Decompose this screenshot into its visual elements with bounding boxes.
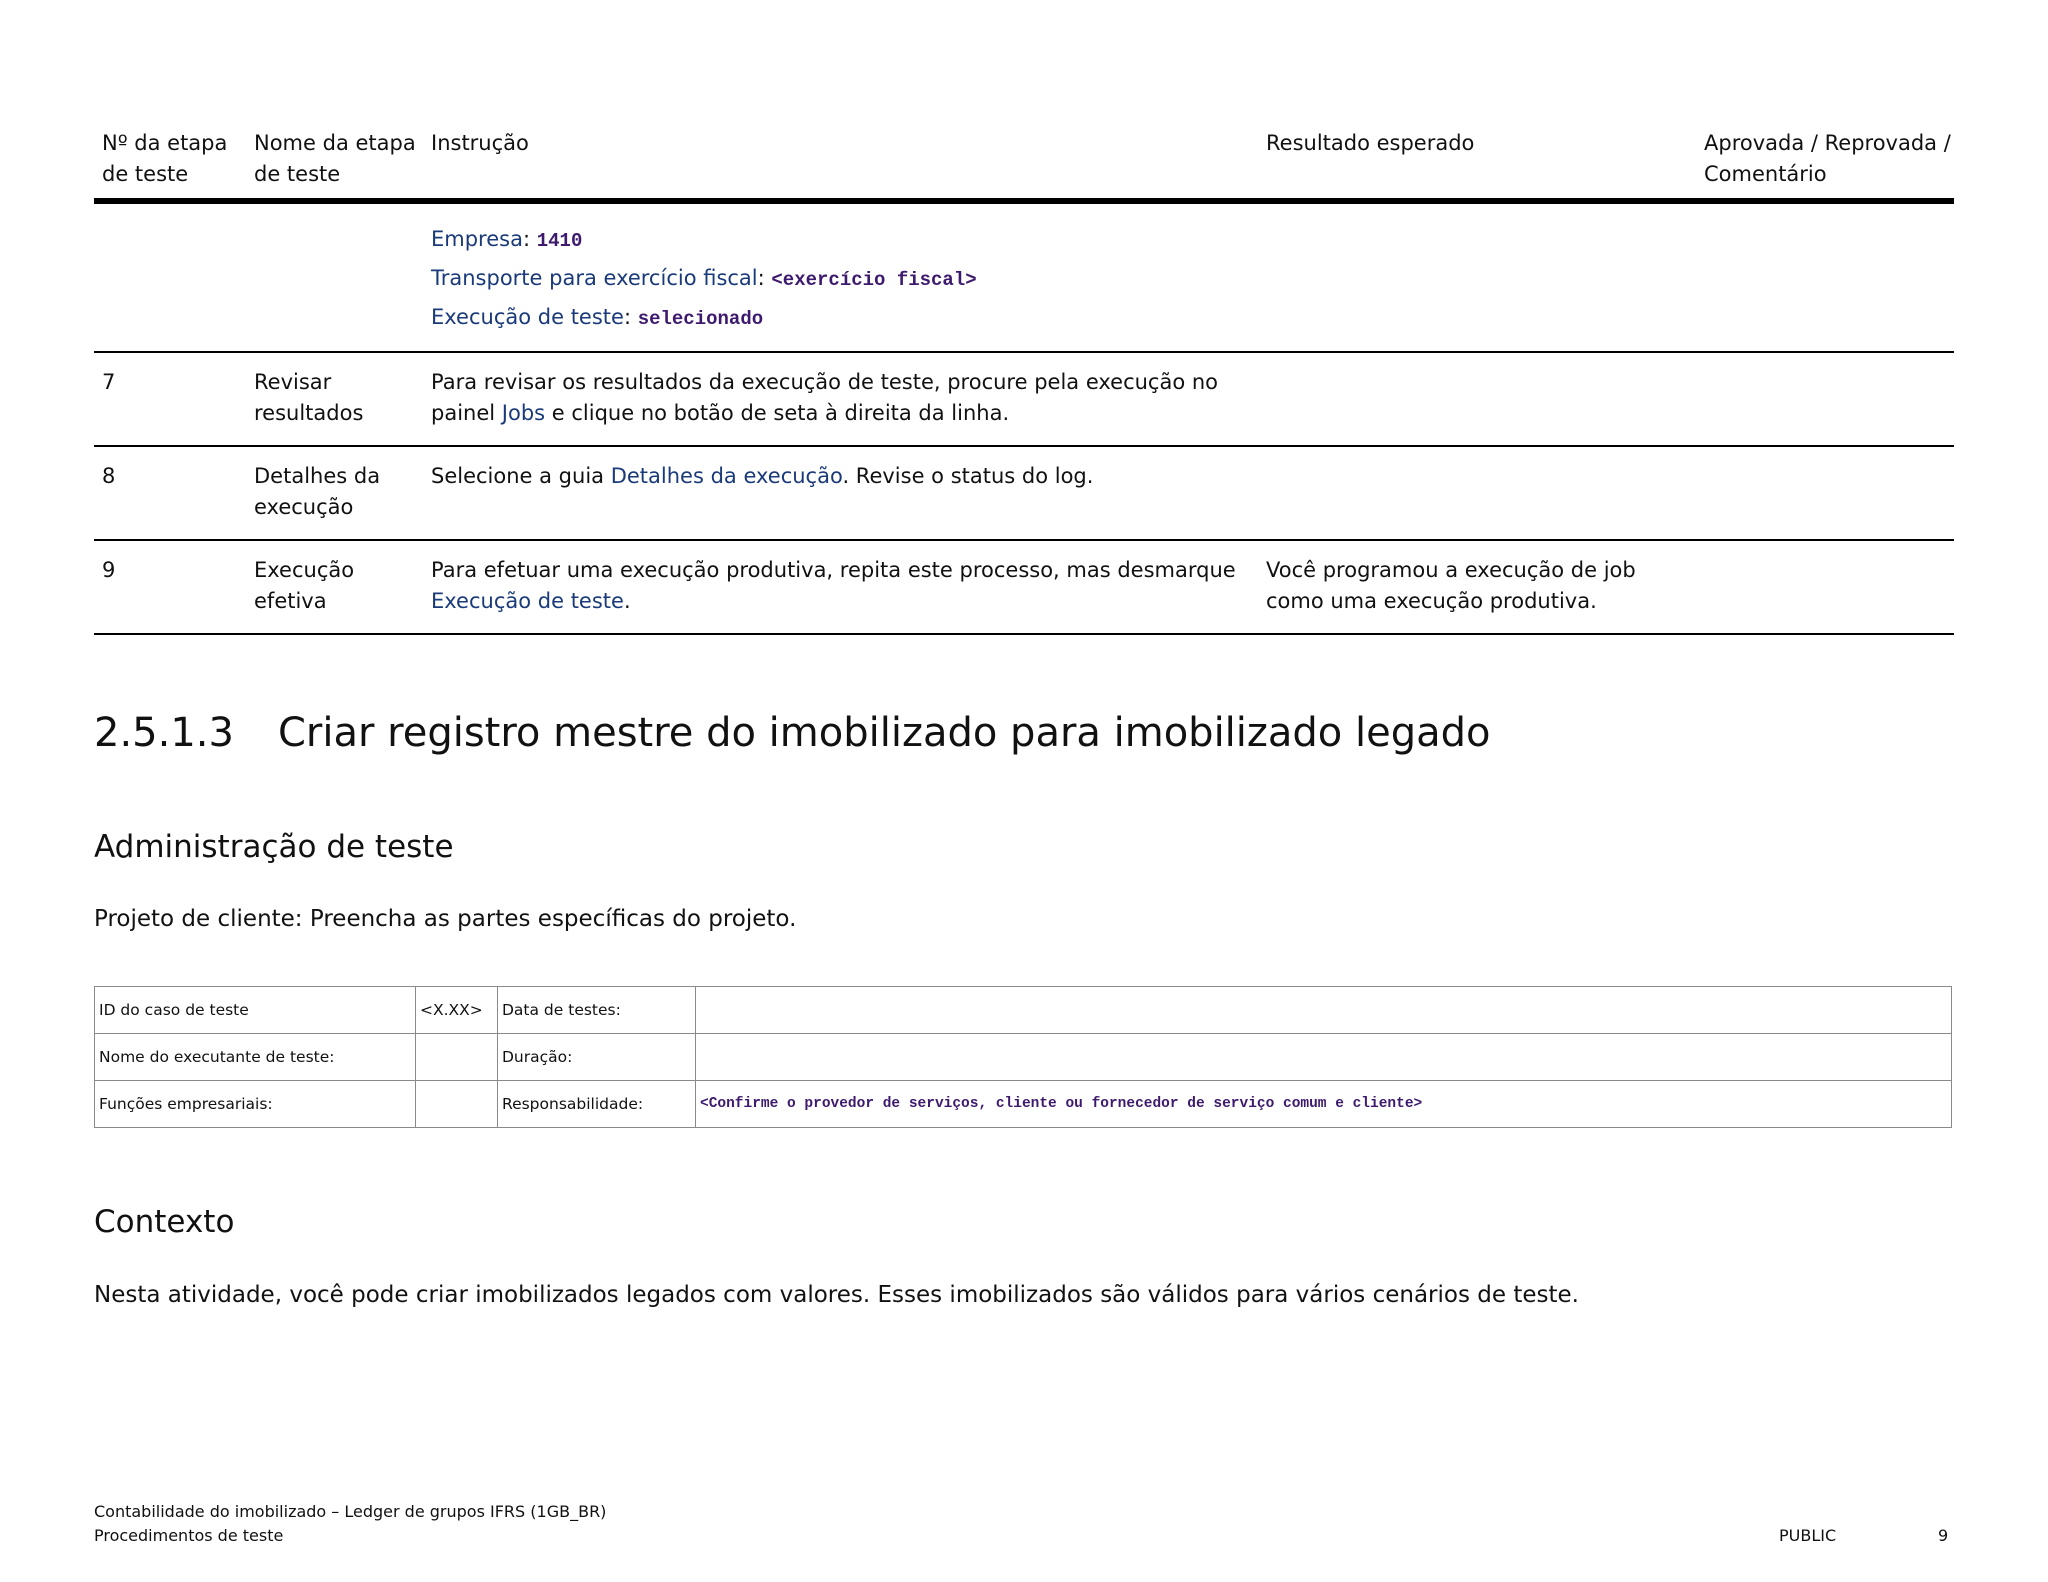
classification-label: PUBLIC	[1779, 1526, 1837, 1545]
instruction-link: Detalhes da execução	[610, 464, 843, 488]
instruction-link: Jobs	[501, 401, 546, 425]
field-label: Execução de teste	[431, 305, 624, 329]
footer-document-title: Contabilidade do imobilizado – Ledger de grupos IFRS (1GB_BR)	[94, 1502, 607, 1521]
responsibility-label: Responsabilidade:	[498, 1081, 696, 1128]
test-case-id-label: ID do caso de teste	[95, 987, 416, 1034]
field-value: <exercício fiscal>	[771, 269, 977, 291]
step-number: 9	[102, 558, 116, 582]
instruction-text: e clique no botão de seta à direita da linha.	[545, 401, 1010, 425]
step-name: Execução efetiva	[254, 558, 355, 613]
header-instruction: Instrução	[431, 131, 529, 155]
tester-name-label: Nome do executante de teste:	[95, 1034, 416, 1081]
table-row	[95, 987, 1952, 1034]
instruction-text: .	[623, 589, 631, 613]
header-step-name: Nome da etapa de teste	[254, 131, 416, 186]
responsibility-value: <Confirme o provedor de serviços, cliente ou fornecedor de serviço comum e cliente>	[696, 1081, 1952, 1128]
pass-fail-cell	[1696, 461, 1954, 529]
duration-label: Duração:	[498, 1034, 696, 1081]
pass-fail-cell	[1696, 555, 1954, 623]
test-date-label: Data de testes:	[498, 987, 696, 1034]
business-roles-label: Funções empresariais:	[95, 1081, 416, 1128]
tester-name-value	[416, 1034, 498, 1081]
page-number: 9	[1938, 1526, 1949, 1545]
instruction-cell	[423, 367, 1258, 435]
table-row	[95, 1034, 1952, 1081]
field-line: Empresa: 1410	[431, 227, 583, 252]
table-row	[94, 204, 1954, 353]
table-row	[95, 1081, 1952, 1128]
section-heading	[94, 705, 1490, 761]
field-label: Transporte para exercício fiscal	[431, 266, 758, 290]
table-row	[94, 447, 1954, 541]
instruction-text: . Revise o status do log.	[842, 464, 1094, 488]
pass-fail-cell	[1696, 367, 1954, 435]
step-number: 7	[102, 370, 116, 394]
header-expected-result: Resultado esperado	[1266, 131, 1475, 155]
table-header	[94, 128, 1954, 204]
test-case-id-value: <X.XX>	[416, 987, 498, 1034]
table-row	[94, 541, 1954, 635]
instruction-text: Para efetuar uma execução produtiva, repita este processo, mas desmarque	[431, 558, 1236, 582]
field-label: Empresa	[431, 227, 523, 251]
instruction-cell	[423, 555, 1258, 623]
expected-result	[1258, 461, 1696, 529]
admin-heading: Administração de teste	[94, 829, 454, 865]
context-heading: Contexto	[94, 1204, 235, 1240]
test-steps-table	[94, 128, 1954, 635]
admin-paragraph: Projeto de cliente: Preencha as partes específicas do projeto.	[94, 906, 797, 932]
field-line: Execução de teste: selecionado	[431, 305, 764, 330]
step-name: Detalhes da execução	[254, 464, 381, 519]
instruction-text: Selecione a guia	[431, 464, 611, 488]
test-date-value	[696, 987, 1952, 1034]
section-title: Criar registro mestre do imobilizado para imobilizado legado	[278, 710, 1491, 756]
step-name: Revisar resultados	[254, 370, 364, 425]
footer-document-subtitle: Procedimentos de teste	[94, 1526, 284, 1545]
context-paragraph: Nesta atividade, você pode criar imobilizados legados com valores. Esses imobilizados são válidos para vários cenários de teste.	[94, 1282, 1579, 1308]
page-footer	[94, 1500, 1954, 1548]
table-row	[94, 353, 1954, 447]
instruction-cell	[423, 461, 1258, 529]
section-number: 2.5.1.3	[94, 710, 234, 756]
step-number: 8	[102, 464, 116, 488]
expected-result	[1258, 367, 1696, 435]
test-admin-table	[94, 986, 1952, 1128]
instruction-text: Para revisar os resultados da execução de teste, procure pela execução no painel	[431, 370, 1219, 425]
instruction-cell	[423, 220, 1258, 337]
field-value: 1410	[536, 230, 583, 252]
duration-value	[696, 1034, 1952, 1081]
header-pass-fail-comment: Aprovada / Reprovada / Comentário	[1704, 131, 1951, 186]
expected-result: Você programou a execução de job como uma execução produtiva.	[1266, 558, 1636, 613]
header-step-number: Nº da etapa de teste	[102, 131, 228, 186]
instruction-link: Execução de teste	[431, 589, 624, 613]
field-line: Transporte para exercício fiscal: <exercício fiscal>	[431, 266, 977, 291]
business-roles-value	[416, 1081, 498, 1128]
field-value: selecionado	[637, 308, 764, 330]
